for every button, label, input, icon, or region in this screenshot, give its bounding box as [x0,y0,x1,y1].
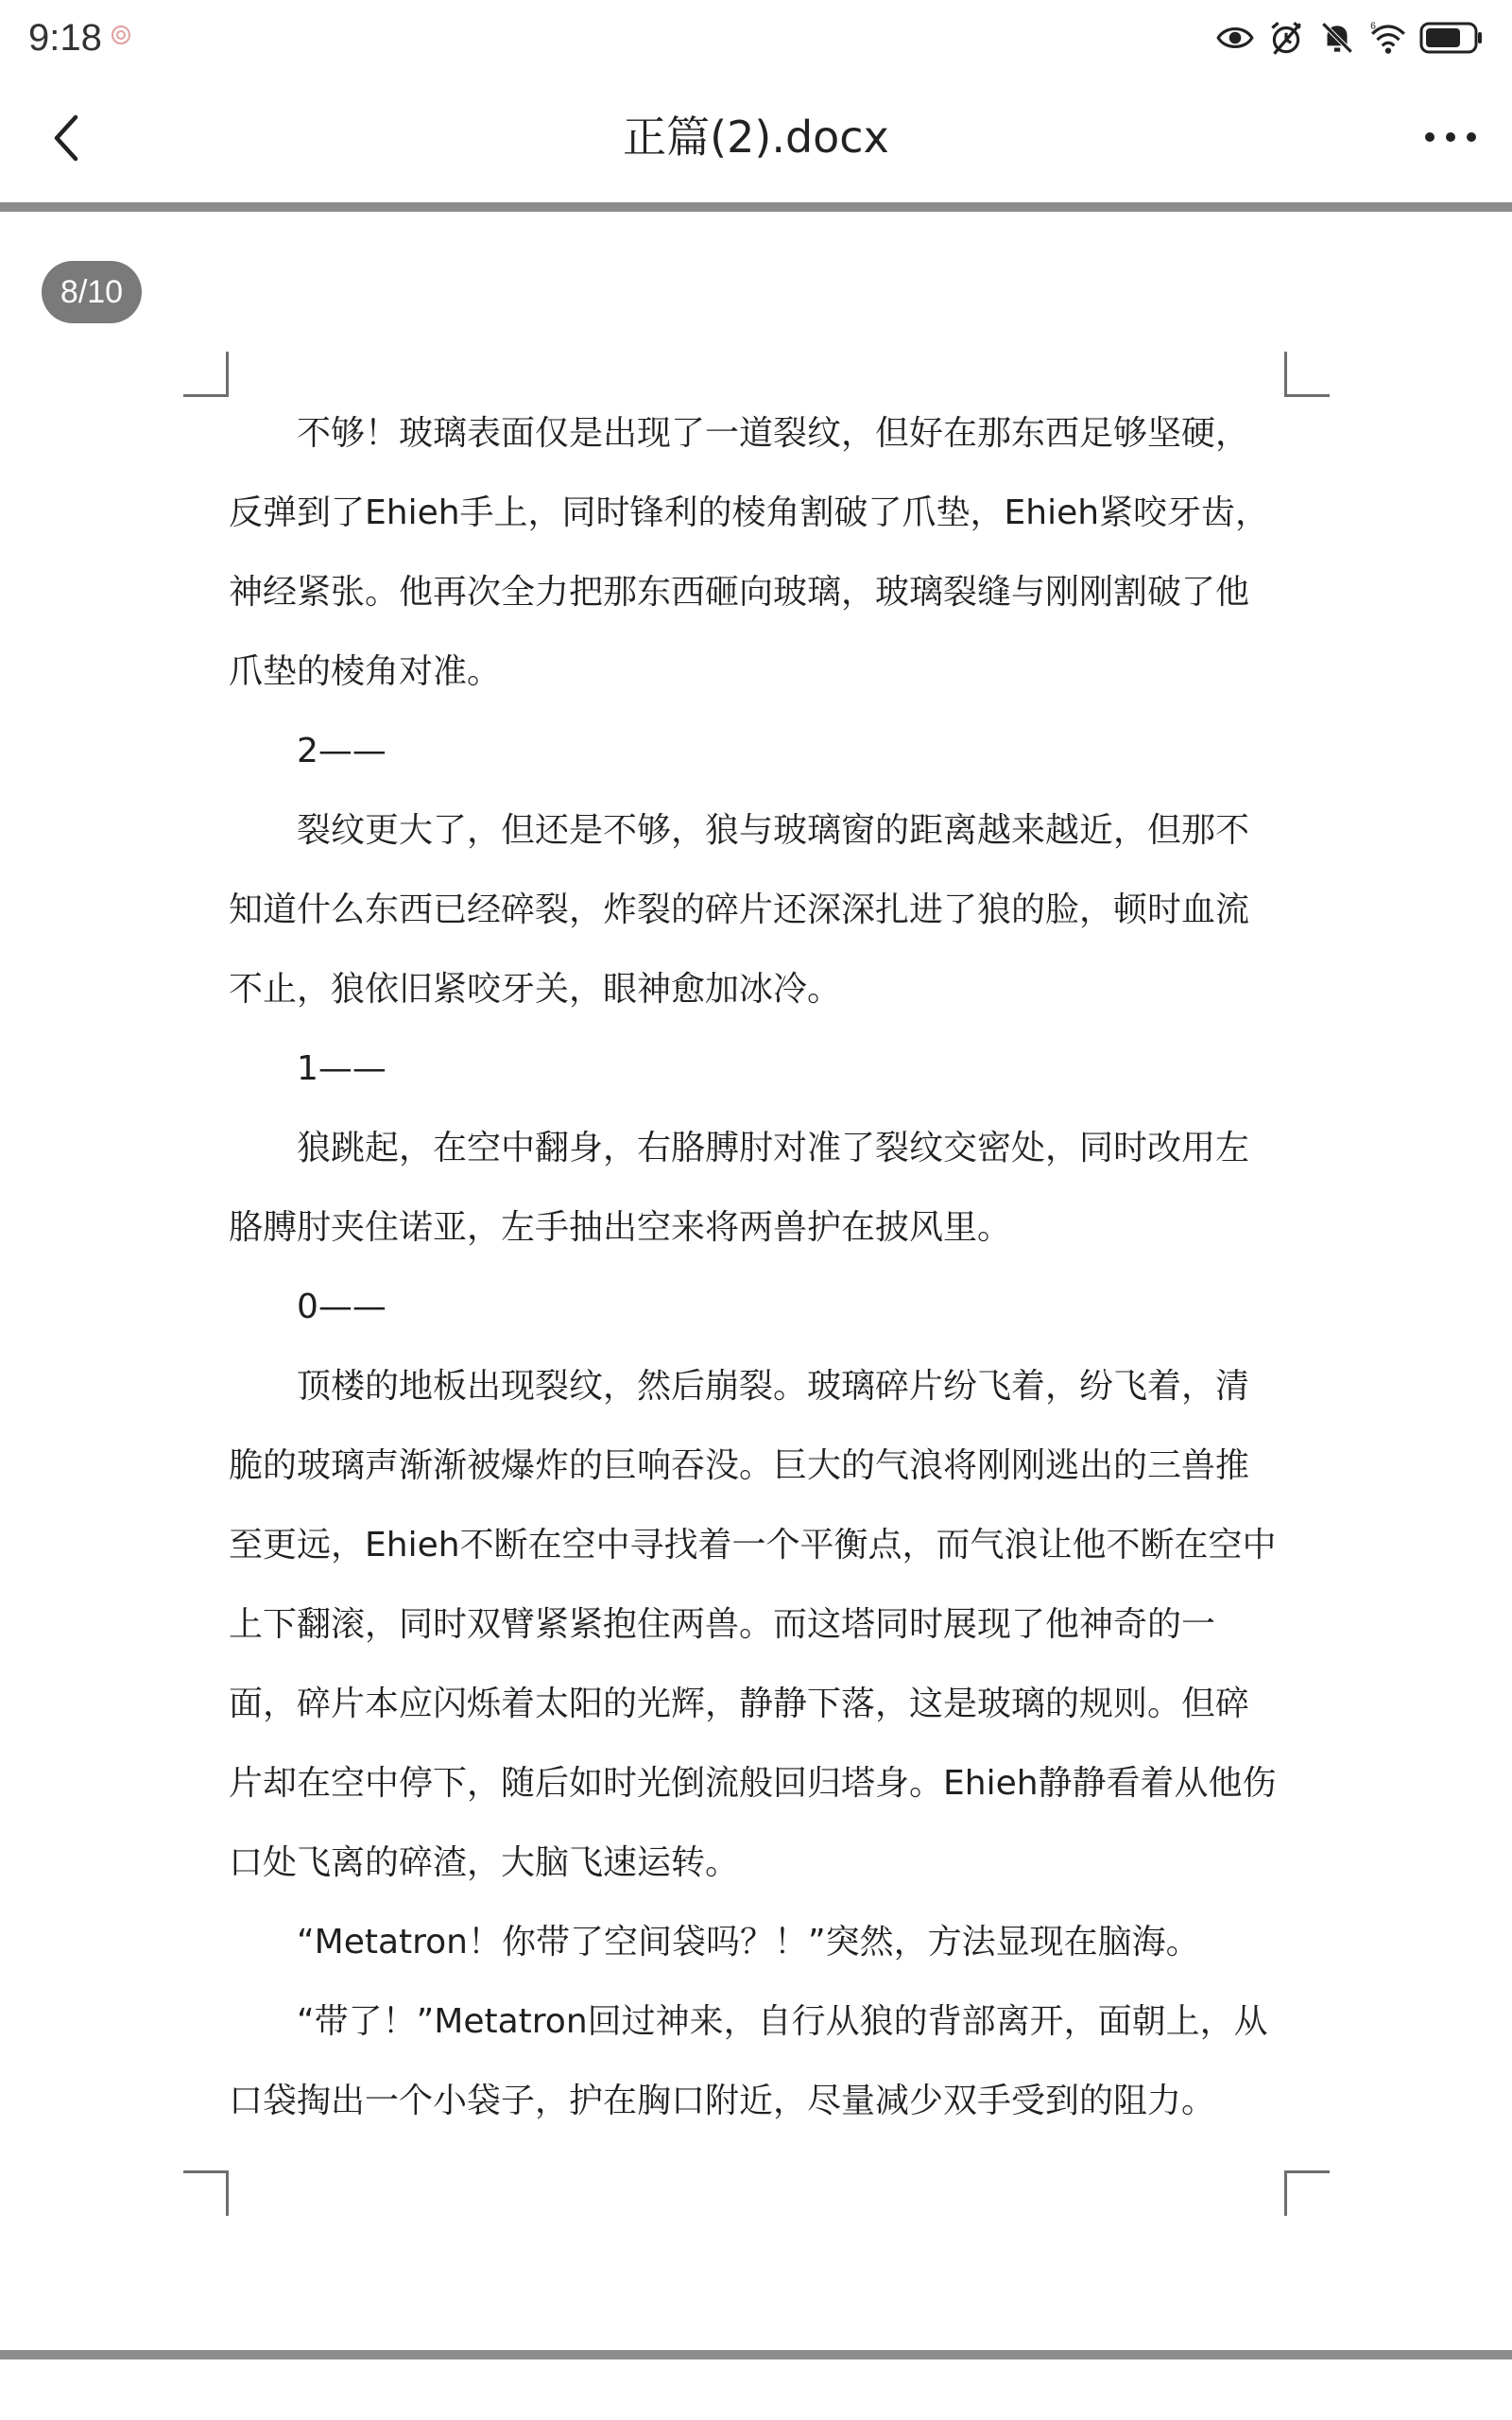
crop-mark-top-left [183,352,229,397]
document-paragraph [229,1029,1287,1109]
status-time: 9:18 [28,17,102,59]
document-paragraph [229,712,1287,791]
document-body[interactable] [229,394,1287,2141]
mute-bell-icon [1317,18,1357,58]
document-paragraph [229,394,1287,712]
svg-text:6: 6 [1370,20,1376,32]
paragraph-line: 狼跳起，在空中翻身，右胳膊肘对准了裂纹交密处，同时改用左 [297,1129,1250,1167]
paragraph-line: 顶楼的地板出现裂纹，然后崩裂。玻璃碎片纷飞着，纷飞着，清 [297,1367,1250,1406]
paragraph-line: 不止，狼依旧紧咬牙关，眼神愈加冰冷。 [229,970,842,1009]
document-paragraph [229,791,1287,1029]
paragraph-line: 神经紧张。他再次全力把那东西砸向玻璃，玻璃裂缝与刚刚割破了他 [229,573,1250,612]
paragraph-line: “带了！”Metatron回过神来，自行从狼的背部离开，面朝上，从 [297,2002,1268,2041]
paragraph-line: 脆的玻璃声渐渐被爆炸的巨响吞没。巨大的气浪将刚刚逃出的三兽推 [229,1446,1250,1485]
paragraph-line: 反弹到了Ehieh手上，同时锋利的棱角割破了爪垫，Ehieh紧咬牙齿， [229,493,1270,532]
paragraph-line: 裂纹更大了，但还是不够，狼与玻璃窗的距离越来越近，但那不 [297,811,1250,850]
paragraph-line: 面，碎片本应闪烁着太阳的光辉，静静下落，这是玻璃的规则。但碎 [229,1685,1250,1723]
app-header [0,76,1512,200]
crop-mark-bottom-right [1284,2170,1330,2216]
document-paragraph [229,1268,1287,1347]
paragraph-line: 2—— [297,732,387,770]
document-paragraph [229,1903,1287,1982]
document-paragraph [229,1982,1287,2141]
flower-notification-icon [110,24,132,46]
paragraph-line: 1—— [297,1049,387,1088]
battery-icon [1419,20,1484,56]
paragraph-line: 片却在空中停下，随后如时光倒流般回归塔身。Ehieh静静看着从他伤 [229,1764,1277,1803]
back-button[interactable] [38,102,94,174]
crop-mark-bottom-left [183,2170,229,2216]
paragraph-line: 口处飞离的碎渣，大脑飞速运转。 [229,1843,740,1882]
paragraph-line: “Metatron！你带了空间袋吗？！”突然，方法显现在脑海。 [297,1923,1200,1962]
paragraph-line: 胳膊肘夹住诺亚，左手抽出空来将两兽护在披风里。 [229,1208,1012,1247]
paragraph-line: 0—— [297,1288,387,1326]
paragraph-line: 口袋掏出一个小袋子，护在胸口附近，尽量减少双手受到的阻力。 [229,2082,1216,2120]
status-icons [1215,17,1484,59]
document-paragraph [229,1109,1287,1268]
footer-divider [0,2350,1512,2360]
eye-icon [1215,18,1255,58]
paragraph-line: 爪垫的棱角对准。 [229,652,502,691]
crop-mark-top-right [1284,352,1330,397]
alarm-icon [1266,18,1306,58]
document-title: 正篇(2).docx [623,112,889,163]
paragraph-line: 至更远，Ehieh不断在空中寻找着一个平衡点，而气浪让他不断在空中 [229,1526,1277,1564]
paragraph-line: 不够！玻璃表面仅是出现了一道裂纹，但好在那东西足够坚硬， [297,414,1250,453]
paragraph-line: 知道什么东西已经碎裂，炸裂的碎片还深深扎进了狼的脸，顿时血流 [229,890,1250,929]
document-paragraph [229,1347,1287,1903]
header-divider [0,202,1512,212]
paragraph-line: 上下翻滚，同时双臂紧紧抱住两兽。而这塔同时展现了他神奇的一 [229,1605,1216,1644]
page-indicator-badge: 8/10 [42,261,142,323]
more-horizontal-icon [1422,128,1479,147]
wifi-6-icon [1368,18,1408,58]
chevron-left-icon [47,110,85,166]
more-options-button[interactable] [1408,104,1493,170]
status-bar [0,0,1512,76]
